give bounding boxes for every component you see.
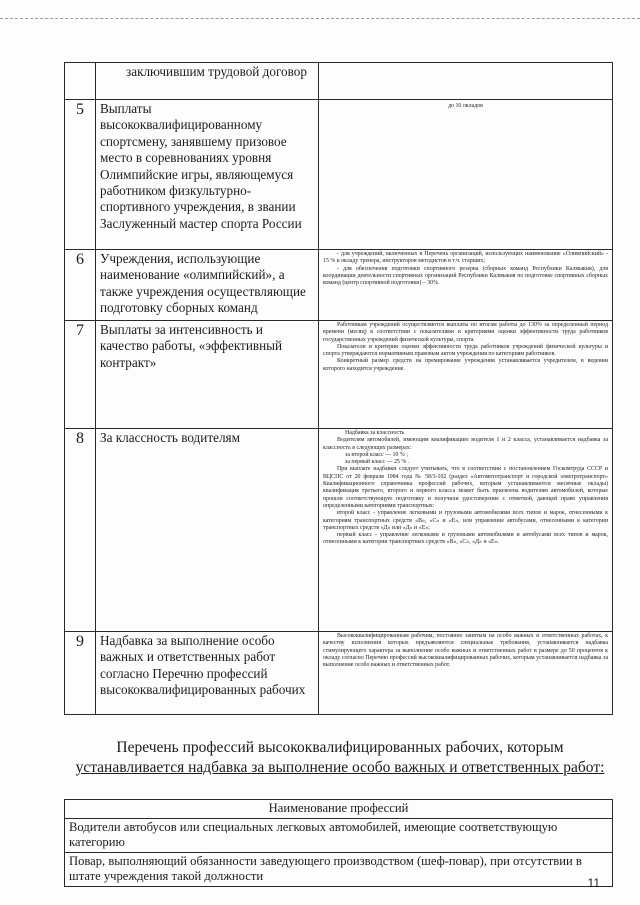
row-name: Учреждения, использующие наименование «олимпийский», а также учреждения осуществляющие подготовку сборных команд [96,250,319,321]
table-row [65,852,613,886]
row-description [319,250,613,321]
desc-paragraph: второй класс - управление легковыми и грузовыми автомобилями всех типов и марок, отнесенными к категориям транспортных средств «В», «С» и «Е», или управление автобусами, отнесенными к категории транспортных средств «Д» или «Д» и «Е»; [323,510,608,531]
profession-cell: Повар, выполняющий обязанности заведующего производством (шеф-повар), при отсутствии в штате учреждения такой должности [65,852,613,886]
row-number: 9 [65,632,96,715]
table-row [65,250,613,321]
desc-paragraph: за второй класс — 10 % ; [345,451,408,458]
scan-edge-line [0,18,640,19]
table-row [65,100,613,250]
desc-paragraph: Конкретный размер средств на премирование учреждения устанавливается учредителем, в ведении которого находится учреждение. [323,358,608,372]
desc-paragraph: Высококвалифицированным рабочим, постоянно занятым на особо важных и ответственных работах, к качеству исполнения которых предъявляются специальные требования, устанавливается надбавка стимулирующего характера за выполнение особо важных и ответственных работ в размере до 50 процентов к окладу согласно Перечню профессий высококвалифицированных рабочих, которым устанавливается надбавка за выполнение особо важных и ответственных работ. [323,633,608,669]
row-description [319,63,613,100]
row-number: 5 [65,100,96,250]
desc-paragraph: - для учреждений, включенных в Перечень организаций, использующих наименование «Олимпийский» - 15 % к окладу тренера, инструкторов методистов в т.ч. старших; [323,251,608,265]
profession-cell: Водители автобусов или специальных легковых автомобилей, имеющие соответствующую категорию [65,818,613,852]
table-header-row [65,800,613,819]
row-name: За классность водителям [96,429,319,632]
table-row [65,321,613,429]
row-name: Выплаты высококвалифицированному спортсмену, занявшему призовое место в соревнованиях уровня Олимпийские игры, являющемуся работником физкультурно-спортивного учреждения, в звании Заслуженный мастер спорта России [96,100,319,250]
desc-paragraph: первый класс - управление легковыми и грузовыми автомобилями и автобусами всех типов и марок, отнесенными к категории транспортных средств «В», «С», «Д» и «Е». [323,532,608,546]
payments-table [64,62,613,715]
row-description [319,429,613,632]
row-description [319,321,613,429]
desc-paragraph: за первый класс — 25 % . [345,459,410,466]
row-number: 8 [65,429,96,632]
desc-paragraph: При выплате надбавки следует учитывать, что в соответствии с постановлением Госкомтруда СССР и ВЦСПС от 20 февраля 1984 года № 58/3-102 (раздел «Автомототранспорт и городской электротранспорт» Квалификационного справочника профессий рабочих, которым устанавливаются месячные оклады) квалификация третьего, второго и первого класса может быть присвоена водителям автомобилей, которые прошли соответствующую подготовку и получили удостоверение с отметкой, дающей право управления определенными категориями транспортных: [323,466,608,509]
row-description [319,100,613,250]
row-description [319,632,613,715]
professions-table [64,799,613,887]
row-name: заключившим трудовой договор [96,63,319,100]
table-row [65,818,613,852]
column-header: Наименование профессий [65,800,613,819]
page-number: 11 [587,876,600,890]
table-row [65,429,613,632]
desc-paragraph: Надбавка за классность [345,430,405,436]
table-row [65,63,613,100]
desc-paragraph: до 10 окладов [448,103,483,109]
table-row [65,632,613,715]
desc-paragraph: - для обеспечения подготовки спортивного резерва (сборных команд Республики Калмыкия), для координации деятельности спортивных организаций Республики Калмыкия по подготовке спортивных сборных команд (центр спортивной подготовки) – 30%. [323,265,608,287]
professions-heading [60,738,620,778]
row-number: 6 [65,250,96,321]
row-name: Выплаты за интенсивность и качество работы, «эффективный контракт» [96,321,319,429]
row-number: 7 [65,321,96,429]
desc-paragraph: Показатели и критерии оценки эффективности труда работников учреждений физической культуры и спорта утверждаются нормативным правовым актом учреждения по категориям работников. [323,343,608,358]
row-name: Надбавка за выполнение особо важных и ответственных работ согласно Перечню профессий высококвалифицированных рабочих [96,632,319,715]
heading-line-2: устанавливается надбавка за выполнение особо важных и ответственных работ: [75,759,605,776]
heading-line-1: Перечень профессий высококвалифицированных рабочих, которым [116,739,564,756]
desc-paragraph: Водителям автомобилей, имеющим квалификацию водителя 1 и 2 класса, устанавливается надбавка за классность в следующих размерах: [323,437,608,451]
desc-paragraph: Работникам учреждений осуществляются выплаты по итогам работы до 130% за определенный период времени (месяц) в соответствии с показателями и критериями оценки эффективности труда работников государственных учреждений физической культуры, спорта. [323,322,608,343]
row-number [65,63,96,100]
